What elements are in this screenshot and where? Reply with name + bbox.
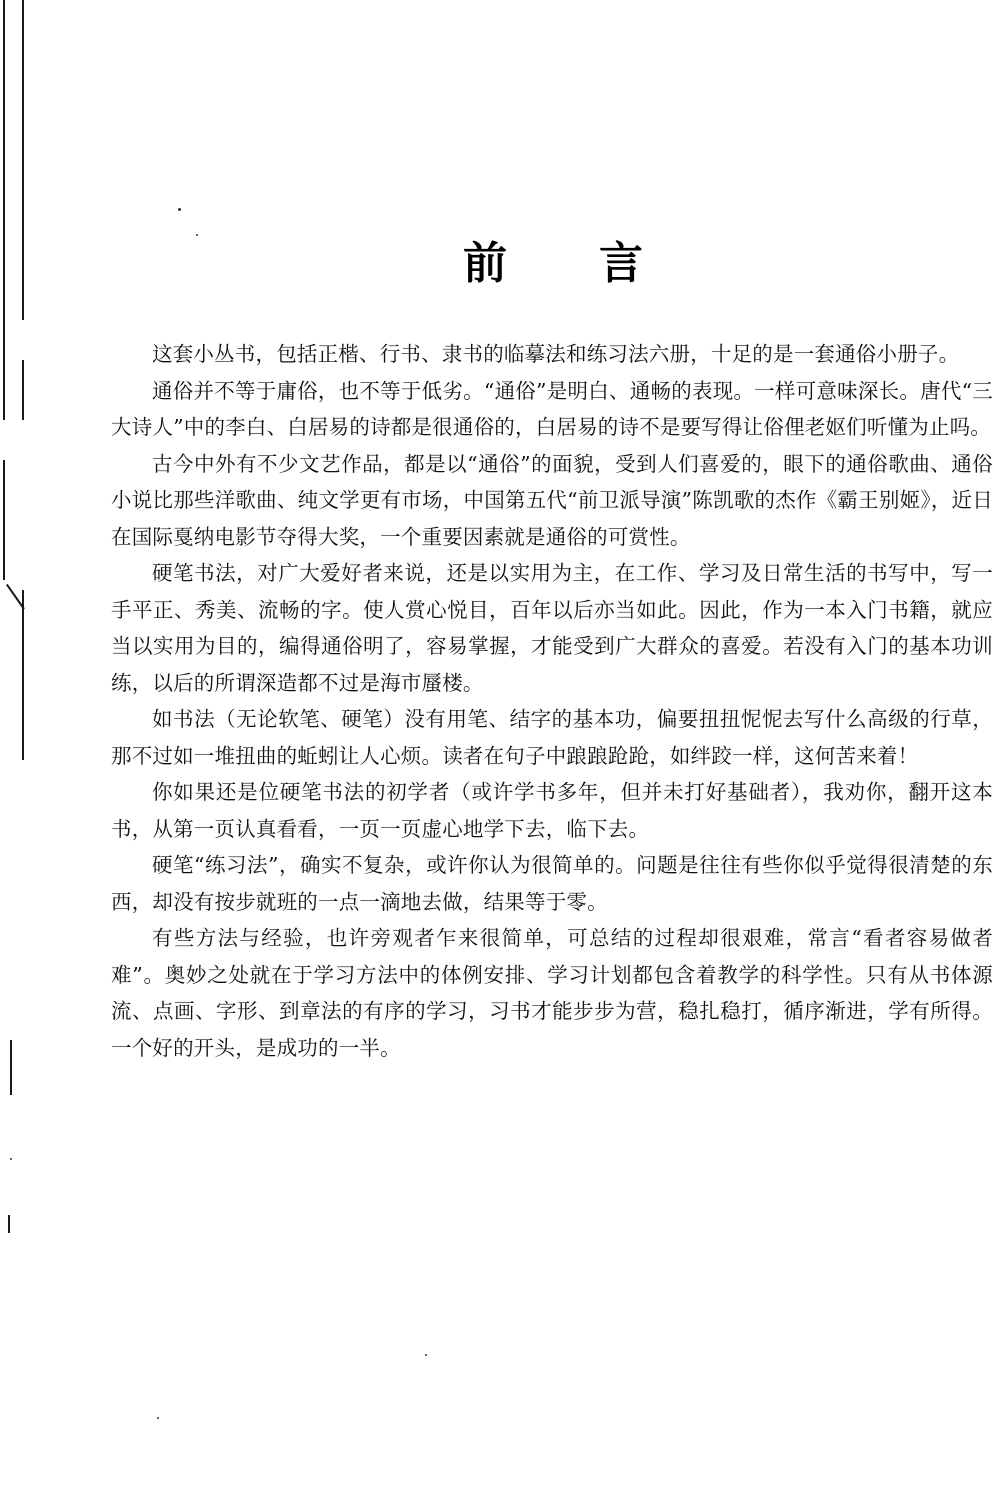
scan-speck: [196, 234, 198, 236]
scan-speck: [157, 1417, 159, 1419]
paragraph-8: 有些方法与经验，也许旁观者乍来很简单，可总结的过程却很艰难，常言“看者容易做者难”。奥妙之处就在于学习方法中的体例安排、学习计划都包含着教学的科学性。只有从书体源流、点画、字形、到章法的有序的学习，习书才能步步为营，稳扎稳打，循序渐进，学有所得。一个好的开头，是成功的一半。: [111, 926, 993, 1060]
page-title: [463, 236, 643, 292]
preface-body: [111, 336, 993, 1066]
paragraph-2: 通俗并不等于庸俗，也不等于低劣。“通俗”是明白、通畅的表现。一样可意味深长。唐代“三大诗人”中的李白、白居易的诗都是很通俗的，白居易的诗不是要写得让俗俚老妪们听懂为止吗。: [111, 378, 993, 439]
title-char-1: 前: [463, 238, 507, 289]
paragraph-6: 你如果还是位硬笔书法的初学者（或许学书多年，但并未打好基础者），我劝你，翻开这本书，从第一页认真看看，一页一页虚心地学下去，临下去。: [111, 780, 993, 841]
binding-edge-line: [22, 590, 24, 760]
binding-edge-line: [10, 1040, 12, 1095]
paragraph-3: 古今中外有不少文艺作品，都是以“通俗”的面貌，受到人们喜爱的，眼下的通俗歌曲、通俗小说比那些洋歌曲、纯文学更有市场，中国第五代“前卫派导演”陈凯歌的杰作《霸王别姬》，近日在国际戛纳电影节夺得大奖，一个重要因素就是通俗的可赏性。: [111, 451, 993, 549]
binding-edge-line: [3, 0, 5, 420]
scan-speck: [10, 1158, 12, 1160]
binding-edge-line: [8, 1215, 10, 1233]
scan-speck: [425, 1354, 427, 1356]
scan-speck: [178, 208, 181, 211]
paragraph-1: 这套小丛书，包括正楷、行书、隶书的临摹法和练习法六册，十足的是一套通俗小册子。: [152, 342, 960, 366]
binding-edge-line: [3, 460, 5, 580]
paragraph-7: 硬笔“练习法”，确实不复杂，或许你认为很简单的。问题是往往有些你似乎觉得很清楚的东西，却没有按步就班的一点一滴地去做，结果等于零。: [111, 853, 993, 914]
binding-edge-line: [22, 360, 24, 420]
title-char-2: 言: [599, 238, 643, 289]
paragraph-4: 硬笔书法，对广大爱好者来说，还是以实用为主，在工作、学习及日常生活的书写中，写一手平正、秀美、流畅的字。使人赏心悦目，百年以后亦当如此。因此，作为一本入门书籍，就应当以实用为目的，编得通俗明了，容易掌握，才能受到广大群众的喜爱。若没有入门的基本功训练，以后的所谓深造都不过是海市蜃楼。: [111, 561, 993, 695]
binding-edge-line: [22, 0, 24, 320]
paragraph-5: 如书法（无论软笔、硬笔）没有用笔、结字的基本功，偏要扭扭怩怩去写什么高级的行草，那不过如一堆扭曲的蚯蚓让人心烦。读者在句子中踉踉跄跄，如绊跤一样，这何苦来着！: [111, 707, 993, 768]
